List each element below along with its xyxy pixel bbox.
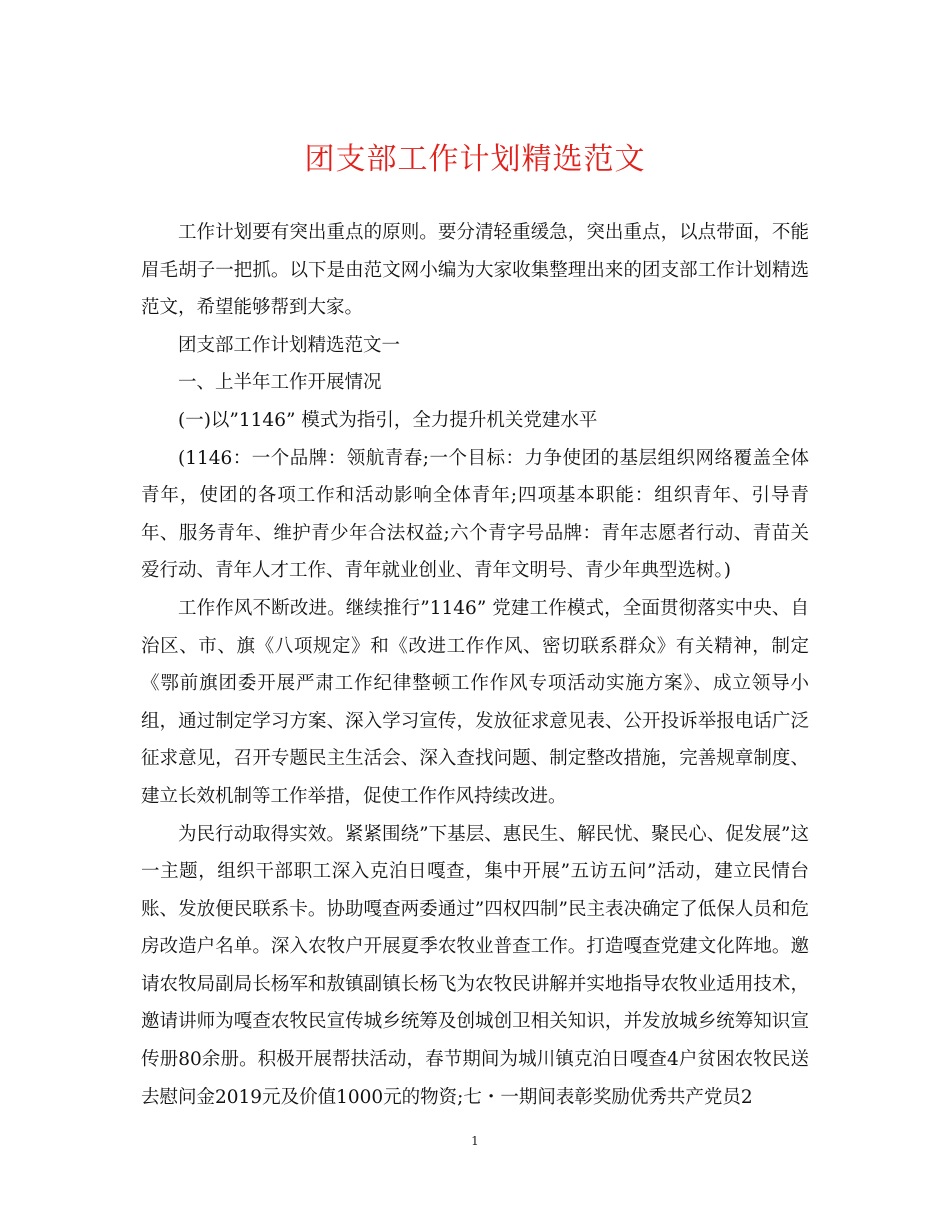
paragraph-people-action: 为民行动取得实效。紧紧围绕”下基层、惠民生、解民忧、聚民心、促发展”这一主题，组织干部职工深入克泊日嘎查，集中开展”五访五问”活动，建立民情台账、发放便民联系卡。协助嘎查两委通过”四权四制”民主表决确定了低保人员和危房改造户名单。深入农牧户开展夏季农牧业普查工作。打造嘎查党建文化阵地。邀请农牧局副局长杨军和敖镇副镇长杨飞为农牧民讲解并实地指导农牧业适用技术，邀请讲师为嘎查农牧民宣传城乡统筹及创城创卫相关知识，并发放城乡统筹知识宣传册80余册。积极开展帮扶活动，春节期间为城川镇克泊日嘎查4户贫困农牧民送去慰问金2019元及价值1000元的物资;七・一期间表彰奖励优秀共产党员2 [141,823,809,1108]
paragraph-subheading-1146: (一)以”1146” 模式为指引，全力提升机关党建水平 [178,409,598,431]
paragraph-section-heading: 团支部工作计划精选范文一 [178,334,401,356]
document-title: 团支部工作计划精选范文 [304,142,646,177]
document-body [141,214,809,1116]
paragraph-work-style: 工作作风不断改进。继续推行”1146” 党建工作模式，全面贯彻落实中央、自治区、市、旗《八项规定》和《改进工作作风、密切联系群众》有关精神，制定《鄂前旗团委开展严肃工作纪律整顿工作作风专项活动实施方案》、成立领导小组，通过制定学习方案、深入学习宣传，发放征求意见表、公开投诉举报电话广泛征求意见，召开专题民主生活会、深入查找问题、制定整改措施，完善规章制度、建立长效机制等工作举措，促使工作作风持续改进。 [141,597,809,807]
page-number: 1 [471,1134,479,1148]
paragraph-1146-explanation: (1146：一个品牌：领航青春;一个目标：力争使团的基层组织网络覆盖全体青年，使团的各项工作和活动影响全体青年;四项基本职能：组织青年、引导青年、服务青年、维护青少年合法权益;六个青字号品牌：青年志愿者行动、青苗关爱行动、青年人才工作、青年就业创业、青年文明号、青少年典型选树。) [141,447,809,582]
paragraph-part-one-heading: 一、上半年工作开展情况 [178,372,382,394]
paragraph-intro: 工作计划要有突出重点的原则。要分清轻重缓急，突出重点，以点带面，不能眉毛胡子一把抓。以下是由范文网小编为大家收集整理出来的团支部工作计划精选范文，希望能够帮到大家。 [141,222,809,319]
